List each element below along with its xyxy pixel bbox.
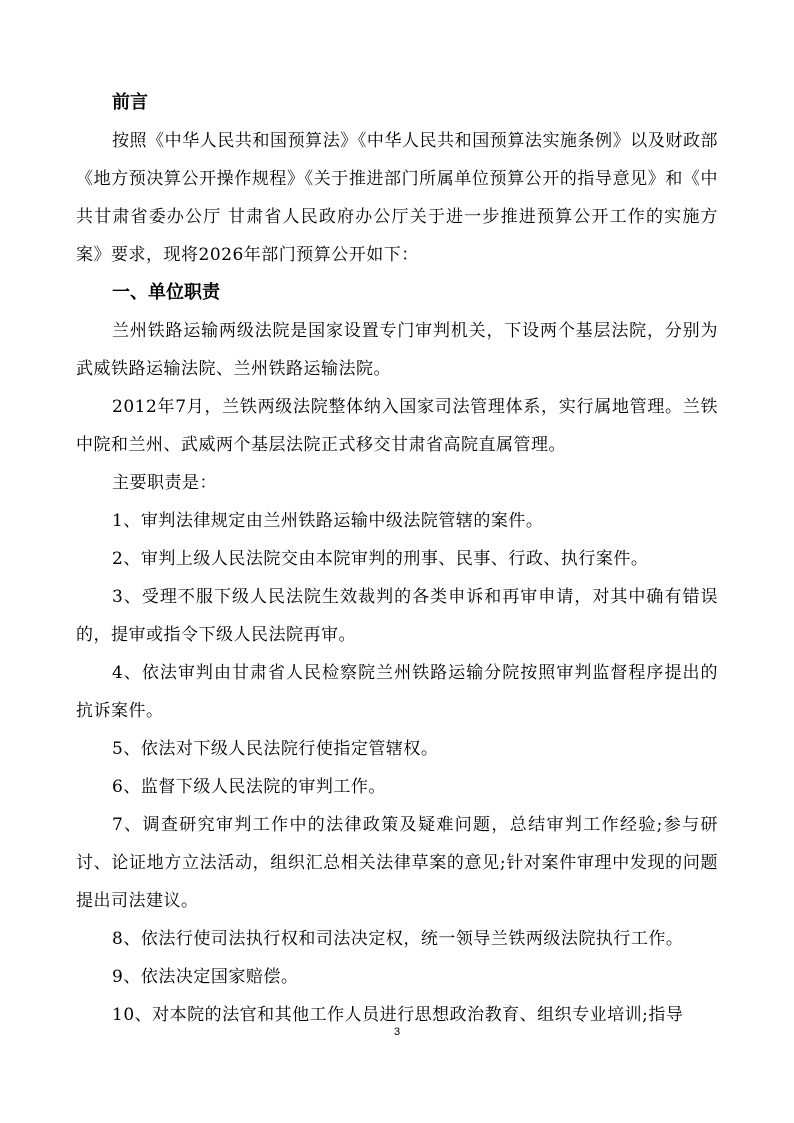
paragraph-management-history: 2012年7月，兰铁两级法院整体纳入国家司法管理体系，实行属地管理。兰铁中院和兰州、武威两个基层法院正式移交甘肃省高院直属管理。 [76, 397, 718, 455]
duties-intro: 主要职责是： [112, 473, 217, 493]
duty-item-7: 7、调查研究审判工作中的法律政策及疑难问题，总结审判工作经验;参与研讨、论证地方立法活动，组织汇总相关法律草案的意见;针对案件审理中发现的问题提出司法建议。 [76, 815, 718, 911]
section-title-unit-duties: 一、单位职责 [112, 282, 220, 303]
preface-text: 按照《中华人民共和国预算法》《中华人民共和国预算法实施条例》以及财政部《地方预决算公开操作规程》《关于推进部门所属单位预算公开的指导意见》和《中共甘肃省委办公厅 甘肃省人民政府办公厅关于进一步推进预算公开工作的实施方案》要求，现将2026年部门预算公开如下： [76, 131, 718, 265]
page-number: 3 [393, 1026, 401, 1038]
page-content [76, 84, 718, 1034]
duty-item-10: 10、对本院的法官和其他工作人员进行思想政治教育、组织专业培训;指导 [112, 1005, 684, 1025]
duty-item-1: 1、审判法律规定由兰州铁路运输中级法院管辖的案件。 [112, 511, 544, 531]
duty-item-8: 8、依法行使司法执行权和司法决定权，统一领导兰铁两级法院执行工作。 [112, 929, 684, 949]
duty-item-2: 2、审判上级人民法院交由本院审判的刑事、民事、行政、执行案件。 [112, 549, 649, 569]
duty-item-4: 4、依法审判由甘肃省人民检察院兰州铁路运输分院按照审判监督程序提出的抗诉案件。 [76, 663, 718, 721]
duty-item-5: 5、依法对下级人民法院行使指定管辖权。 [112, 739, 439, 759]
duty-item-9: 9、依法决定国家赔偿。 [112, 967, 299, 987]
duty-item-3: 3、受理不服下级人民法院生效裁判的各类申诉和再审申请，对其中确有错误的，提审或指令下级人民法院再审。 [76, 587, 718, 645]
paragraph-court-overview: 兰州铁路运输两级法院是国家设置专门审判机关，下设两个基层法院，分别为武威铁路运输法院、兰州铁路运输法院。 [76, 321, 718, 379]
preface-title: 前言 [112, 92, 148, 113]
duty-item-6: 6、监督下级人民法院的审判工作。 [112, 777, 386, 797]
